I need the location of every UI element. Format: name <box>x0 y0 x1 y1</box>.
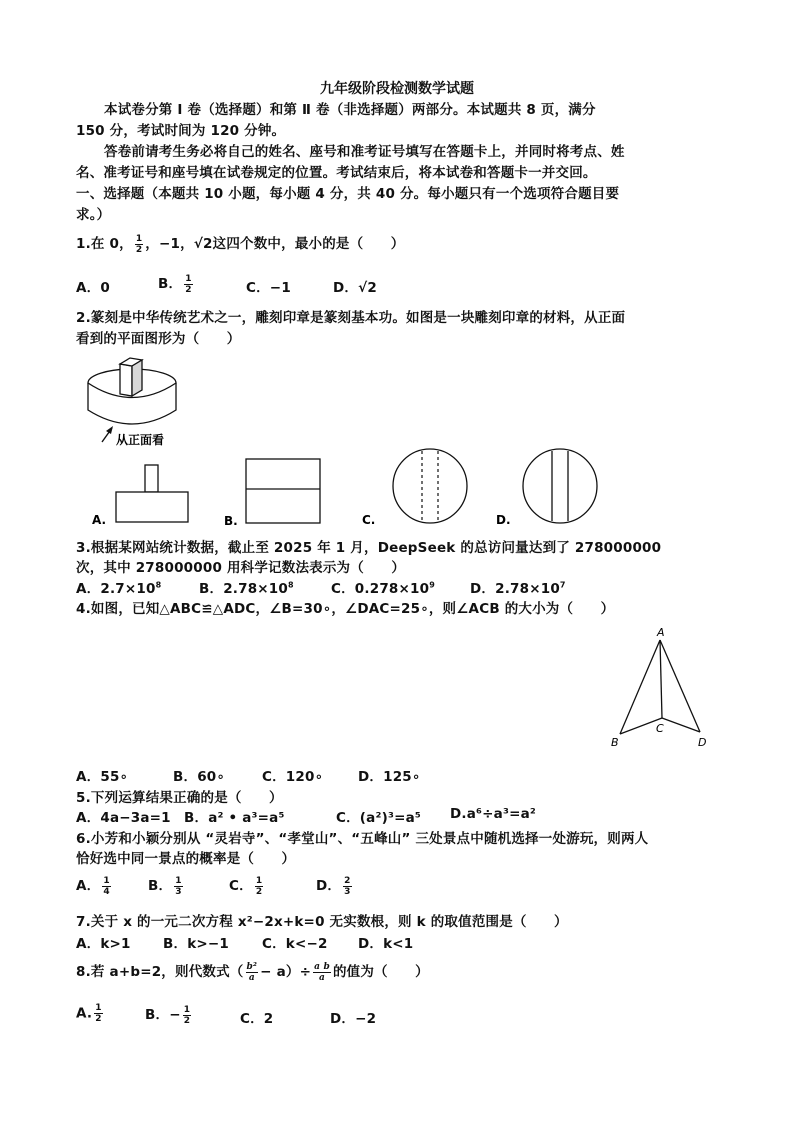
q6-option-d: D． $\frac{2}{3}$ <box>316 875 351 897</box>
q5-option-d: D.a⁶÷a³=a² <box>450 806 537 822</box>
q8-option-d: D．−2 <box>330 1011 377 1027</box>
fraction: $\frac{1}{2}$ <box>135 233 143 255</box>
section-heading: 一、选择题（本题共 10 小题，每小题 4 分，共 40 分。每小题只有一个选项符合题目要 <box>76 186 620 202</box>
q7-option-c: C．k<−2 <box>262 936 328 952</box>
question-3-cont: 次，其中 278000000 用科学记数法表示为（ ） <box>76 560 406 576</box>
svg-text:C.: C. <box>362 513 376 527</box>
intro-line-1: 本试卷分第 Ⅰ 卷（选择题）和第 Ⅱ 卷（非选择题）两部分。本试题共 8 页，满分 <box>104 102 596 118</box>
q3-option-b: B．$2.78\times 10^8$ <box>199 580 294 597</box>
q7-option-a: A．k>1 <box>76 936 131 952</box>
q3-option-c: C．$0.278\times 10^9$ <box>331 580 435 597</box>
q1-option-c: C．−1 <box>246 280 291 296</box>
svg-text:A.: A. <box>92 513 107 527</box>
q6-option-c: C． $\frac{1}{2}$ <box>229 875 263 897</box>
svg-text:B: B <box>611 736 619 749</box>
q1-option-a: A．0 <box>76 280 110 296</box>
q1-option-b: B． $\frac{1}{2}$ <box>158 273 192 295</box>
q6-option-b: B． $\frac{1}{3}$ <box>148 875 182 897</box>
q4-option-a: A．55∘ <box>76 769 129 785</box>
svg-text:D: D <box>698 736 707 749</box>
q3-option-a: A．$2.7\times 10^8$ <box>76 580 162 597</box>
q2-option-c-figure <box>358 448 478 530</box>
q2-option-a-figure <box>90 460 210 530</box>
question-6: 6.小芳和小颖分别从 “灵岩寺”、“孝堂山”、“五峰山” 三处景点中随机选择一处游玩，则两人 <box>76 831 649 847</box>
triangle-figure <box>608 622 718 752</box>
question-3: 3.根据某网站统计数据，截止至 2025 年 1 月，DeepSeek 的总访问量达到了 278000000 <box>76 540 662 556</box>
intro-line-3: 答卷前请考生务必将自己的姓名、座号和准考证号填写在答题卡上，并同时将考点、姓 <box>104 144 625 160</box>
question-2-cont: 看到的平面图形为（ ） <box>76 331 241 347</box>
q5-option-a: A．4a−3a=1 <box>76 810 171 826</box>
question-7: 7.关于 x 的一元二次方程 x²−2x+k=0 无实数根，则 k 的取值范围是（ ） <box>76 914 568 930</box>
q2-option-d-figure <box>494 448 614 530</box>
q4-option-d: D．125∘ <box>358 769 421 785</box>
view-label: 从正面看 <box>116 433 165 447</box>
intro-line-4: 名、准考证号和座号填在试卷规定的位置。考试结束后，将本试卷和答题卡一并交回。 <box>76 165 597 181</box>
seal-material-figure <box>80 350 190 450</box>
q7-option-d: D．k<1 <box>358 936 414 952</box>
question-2: 2.篆刻是中华传统艺术之一，雕刻印章是篆刻基本功。如图是一块雕刻印章的材料，从正面 <box>76 310 626 326</box>
q5-option-c: C．(a²)³=a⁵ <box>336 810 422 826</box>
question-8: 8.若 a+b=2，则代数式（ $\frac{\text{b²}}{a}$ − a）÷ $\frac{\text{a b}}{a}$ 的值为（ ） <box>76 961 429 983</box>
svg-text:C: C <box>656 722 664 735</box>
q6-option-a: A． $\frac{1}{4}$ <box>76 875 110 897</box>
q8-option-b: B．− $\frac{1}{2}$ <box>145 1004 191 1026</box>
question-1: 1.在 0， $\frac{1}{2}$ ，−1，√2这四个数中，最小的是（ ） <box>76 233 405 255</box>
q2-option-b-figure <box>222 455 332 530</box>
q7-option-b: B．k>−1 <box>163 936 229 952</box>
q1-option-d: D．√2 <box>333 280 377 296</box>
intro-line-2: 150 分，考试时间为 120 分钟。 <box>76 123 286 139</box>
q8-option-a: A. $\frac{1}{2}$ <box>76 1003 102 1024</box>
q5-option-b: B．a² • a³=a⁵ <box>184 810 285 826</box>
question-4: 4.如图，已知△ABC≌△ADC，∠B=30∘，∠DAC=25∘，则∠ACB 的大小为（ ） <box>76 601 615 617</box>
svg-text:D.: D. <box>496 513 511 527</box>
q8-option-c: C．2 <box>240 1011 274 1027</box>
q4-option-c: C．120∘ <box>262 769 324 785</box>
question-5: 5.下列运算结果正确的是（ ） <box>76 790 283 806</box>
q4-option-b: B．60∘ <box>173 769 226 785</box>
page-title: 九年级阶段检测数学试题 <box>320 81 474 97</box>
svg-text:B.: B. <box>224 514 238 528</box>
q3-option-d: D．$2.78\times 10^7$ <box>470 580 566 597</box>
svg-text:A: A <box>657 626 665 639</box>
section-heading-cont: 求。） <box>76 207 111 223</box>
question-6-cont: 恰好选中同一景点的概率是（ ） <box>76 851 296 867</box>
